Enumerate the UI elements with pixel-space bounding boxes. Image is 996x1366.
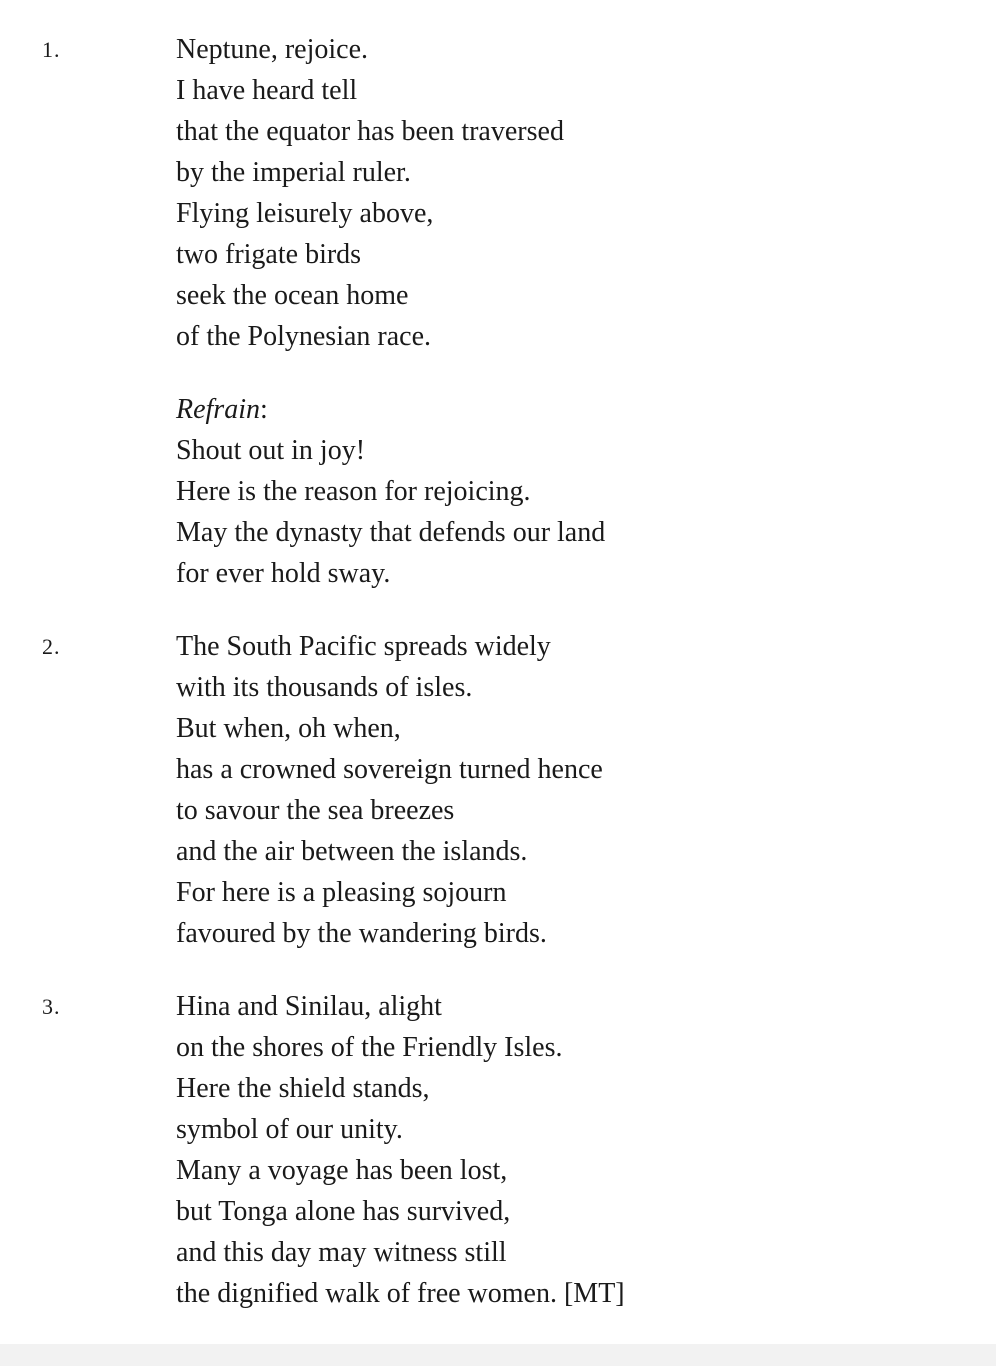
verse-line: to savour the sea breezes xyxy=(176,795,455,826)
verse-line: of the Polynesian race. xyxy=(176,321,432,352)
verse-line: two frigate birds xyxy=(176,239,362,270)
verse-line: But when, oh when, xyxy=(176,713,401,744)
verse-line: by the imperial ruler. xyxy=(176,157,411,188)
verse-line: I have heard tell xyxy=(176,75,358,106)
verse-line: Hina and Sinilau, alight xyxy=(176,991,442,1022)
refrain-line: for ever hold sway. xyxy=(176,558,391,589)
verse-line: favoured by the wandering birds. xyxy=(176,918,547,949)
verse-number: 1. xyxy=(42,37,61,62)
verse-lines xyxy=(176,626,603,954)
verse-line: that the equator has been traversed xyxy=(176,116,564,147)
refrain-line: May the dynasty that defends our land xyxy=(176,517,606,548)
verse-line: with its thousands of isles. xyxy=(176,672,473,703)
verse-line: Many a voyage has been lost, xyxy=(176,1155,508,1186)
verse-line: Neptune, rejoice. xyxy=(176,34,369,65)
verse-line: but Tonga alone has survived, xyxy=(176,1196,511,1227)
verse-number: 3. xyxy=(42,994,61,1019)
page-bottom-band xyxy=(0,1344,996,1366)
refrain-line: Here is the reason for rejoicing. xyxy=(176,476,531,507)
refrain-label-colon: : xyxy=(260,394,268,425)
verse-line: symbol of our unity. xyxy=(176,1114,403,1145)
verse-line: and this day may witness still xyxy=(176,1237,507,1268)
verse-line: Flying leisurely above, xyxy=(176,198,434,229)
refrain-heading xyxy=(176,389,605,430)
verse-lines xyxy=(176,986,625,1314)
verse-line: on the shores of the Friendly Isles. xyxy=(176,1032,563,1063)
refrain-lines xyxy=(176,389,605,594)
verse-line: and the air between the islands. xyxy=(176,836,528,867)
verse-number: 2. xyxy=(42,634,61,659)
verse-line: For here is a pleasing sojourn xyxy=(176,877,507,908)
verse-line: The South Pacific spreads widely xyxy=(176,631,551,662)
verse-line: the dignified walk of free women. [MT] xyxy=(176,1278,625,1309)
verse-lines xyxy=(176,29,564,357)
verse-line: Here the shield stands, xyxy=(176,1073,430,1104)
refrain-line: Shout out in joy! xyxy=(176,435,366,466)
refrain-label: Refrain xyxy=(176,394,260,425)
verse-line: has a crowned sovereign turned hence xyxy=(176,754,603,785)
verse-line: seek the ocean home xyxy=(176,280,409,311)
